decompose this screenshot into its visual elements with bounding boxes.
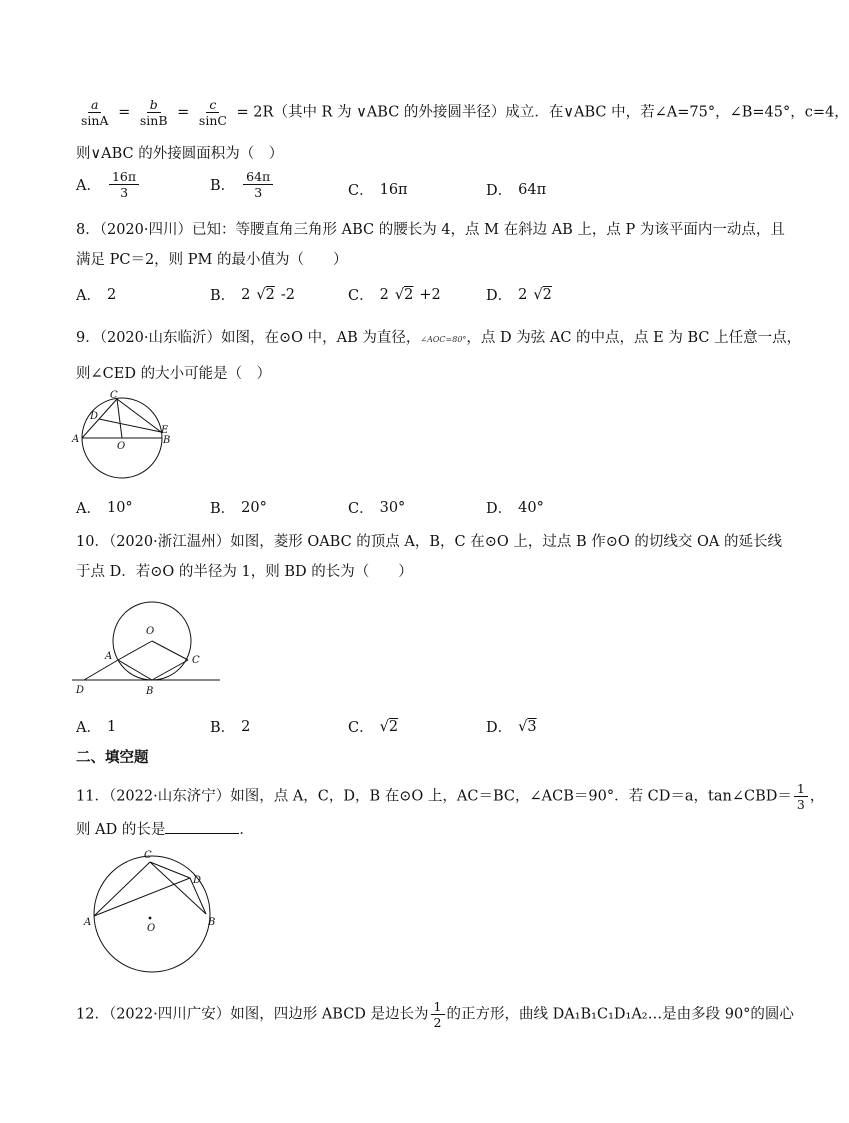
q8-option-a[interactable]: A． 2 — [76, 286, 117, 304]
q11-label-o: O — [147, 923, 156, 934]
q8-options — [76, 284, 736, 314]
q9-line-1: 9．（2020·山东临沂）如图，在⊙O 中，AB 为直径，∠AOC=80°，点 D 为弦 AC 的中点，点 E 为 BC 上任意一点， — [76, 330, 802, 346]
fraction-a-sinA: $\frac{a}{\sin A}$ — [81, 97, 109, 129]
q9-line-2: 则∠CED 的大小可能是（ ） — [76, 366, 272, 382]
q8-line-2: 满足 PC＝2，则 PM 的最小值为（ ） — [76, 252, 348, 268]
answer-blank[interactable] — [165, 819, 239, 834]
q9-option-a[interactable]: A． 10° — [76, 499, 133, 517]
q11-center-dot — [149, 917, 152, 920]
q9-circle-figure — [70, 392, 180, 484]
q10-segment-oc — [152, 641, 188, 660]
q10-segment-da — [84, 660, 118, 680]
q9-option-d[interactable]: D． 40° — [486, 499, 544, 517]
q10-rhombus-circle-figure — [70, 588, 230, 700]
q10-option-c[interactable]: C． √2 — [348, 718, 399, 736]
q11-label-d: D — [193, 875, 202, 886]
q10-segment-oa — [118, 641, 152, 660]
q11-line-1: 11．（2022·山东济宁）如图，点 A，C，D，B 在⊙O 上，AC＝BC，∠ACB＝90°．若 CD＝a，tan∠CBD＝ $\frac{1}{3}$ ， — [76, 781, 825, 813]
q9-segment-oc — [117, 399, 122, 438]
q7-option-d[interactable]: D． 64π — [486, 181, 547, 199]
q10-label-d: D — [76, 685, 85, 696]
q10-option-d[interactable]: D． √3 — [486, 718, 537, 736]
q7-options — [76, 170, 736, 200]
fraction-c-sinC: $\frac{c}{\sin C}$ — [198, 97, 227, 129]
section-heading-fill-in: 二、填空题 — [76, 750, 149, 766]
q11-chord-ad — [94, 878, 190, 916]
q10-segment-ab — [118, 660, 152, 680]
q10-option-a[interactable]: A． 1 — [76, 718, 117, 736]
q12-line-1: 12．（2022·四川广安）如图，四边形 ABCD 是边长为 $\frac{1}{2}$ 的正方形，曲线 DA₁B₁C₁D₁A₂…是由多段 90°的圆心 — [76, 999, 794, 1031]
q9-label-d: D — [90, 411, 99, 422]
q11-line-2: 则 AD 的长是 ． — [76, 818, 254, 839]
q10-label-b: B — [146, 686, 154, 697]
q7-line-2: 则∨ABC 的外接圆面积为（ ） — [76, 146, 284, 162]
q9-label-c: C — [110, 390, 118, 401]
q8-line-1: 8．（2020·四川）已知：等腰直角三角形 ABC 的腰长为 4，点 M 在斜边 AB 上，点 P 为该平面内一动点，且 — [76, 222, 785, 238]
q9-label-a: A — [72, 434, 80, 445]
q8-option-d[interactable]: D． 2 √2 — [486, 286, 552, 304]
q11-label-c: C — [144, 850, 152, 861]
q8-option-b[interactable]: B． 2 √2 -2 — [210, 286, 295, 304]
q11-label-b: B — [208, 917, 216, 928]
q11-label-a: A — [84, 917, 92, 928]
q9-option-c[interactable]: C． 30° — [348, 499, 406, 517]
q9-label-o: O — [117, 441, 126, 452]
q10-label-a: A — [105, 651, 113, 662]
q10-options — [76, 716, 736, 746]
q11-chord-cb — [150, 862, 206, 914]
q8-option-c[interactable]: C． 2 √2 +2 — [348, 286, 441, 304]
q11-chord-cd — [150, 862, 190, 878]
q10-line-2: 于点 D．若⊙O 的半径为 1，则 BD 的长为（ ） — [76, 564, 413, 580]
q11-fraction: $\frac{1}{3}$ — [794, 782, 808, 811]
q10-segment-cb — [152, 660, 188, 680]
q7-option-a[interactable]: A． $\frac{16\pi}{3}$ — [76, 170, 141, 199]
q7-line-1: $\frac{a}{\sin A}$ = $\frac{b}{\sin B}$ = $\frac{c}{\sin C}$ = 2R（其中 R 为 ∨ABC 的外接圆半径）成立．在∨ABC 中，若∠A=75°，∠B=45°，c=4， — [76, 98, 849, 127]
q10-label-o: O — [146, 626, 155, 637]
q9-options — [76, 497, 736, 527]
q7-line-1-text: = 2R（其中 R 为 ∨ABC 的外接圆半径）成立．在∨ABC 中，若∠A=75°，∠B=45°，c=4， — [236, 104, 849, 121]
q7-option-c[interactable]: C． 16π — [348, 181, 408, 199]
q9-option-b[interactable]: B． 20° — [210, 499, 267, 517]
q7-option-b[interactable]: B． $\frac{64\pi}{3}$ — [210, 170, 275, 199]
q10-option-b[interactable]: B． 2 — [210, 718, 251, 736]
q9-label-b: B — [163, 435, 171, 446]
q10-line-1: 10．（2020·浙江温州）如图，菱形 OABC 的顶点 A，B，C 在⊙O 上，过点 B 作⊙O 的切线交 OA 的延长线 — [76, 534, 782, 550]
angle-aoc-small: ∠AOC=80° — [420, 335, 467, 344]
q11-circle-figure — [80, 846, 225, 976]
q9-label-e: E — [161, 425, 169, 436]
q11-chord-ac — [94, 862, 150, 916]
fraction-b-sinB: $\frac{b}{\sin B}$ — [139, 97, 168, 129]
q12-fraction: $\frac{1}{2}$ — [431, 1000, 445, 1029]
q11-circle — [94, 856, 210, 972]
q10-label-c: C — [192, 655, 200, 666]
